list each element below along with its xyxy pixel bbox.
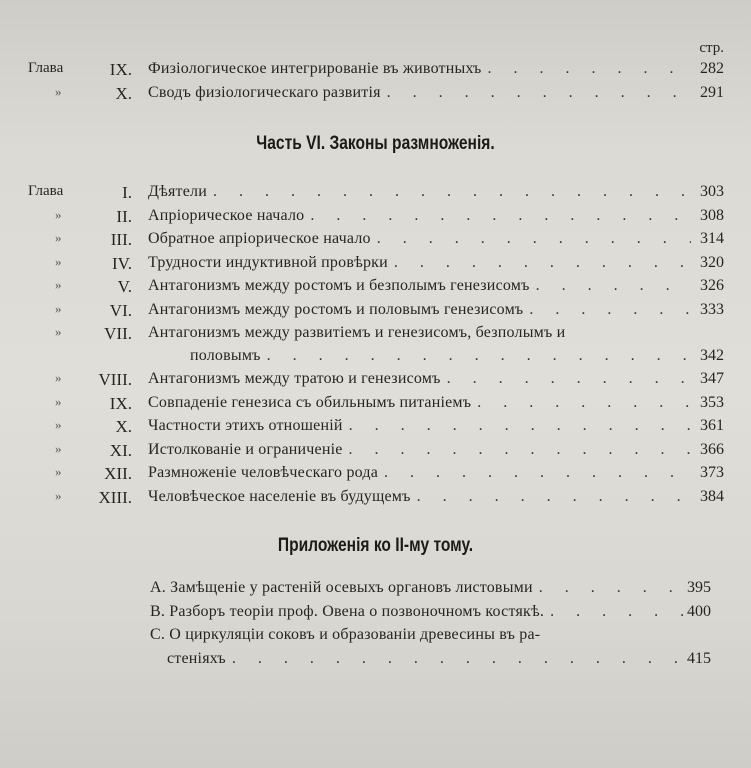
chapter-title (148, 84, 691, 102)
chapter-label: » (55, 487, 62, 503)
toc-entry (0, 60, 751, 82)
page-number: 366 (700, 440, 724, 458)
chapter-label: » (55, 206, 62, 222)
dot-leader (232, 650, 691, 668)
toc-entry (0, 464, 751, 486)
page-number: 395 (687, 579, 711, 596)
chapter-label: » (55, 300, 62, 316)
page-number: 353 (700, 393, 724, 411)
toc-entry (0, 183, 751, 205)
appendix-title-continuation (167, 650, 691, 668)
chapter-number: XI. (109, 440, 132, 460)
chapter-title (148, 230, 691, 248)
chapter-title-text: Обратное апріорическое начало (148, 230, 371, 247)
chapter-title-text: Дѣятели (148, 183, 208, 200)
chapter-title-text: Антагонизмъ между ростомъ и безполымъ генезисомъ (148, 277, 530, 294)
toc-entry (0, 441, 751, 463)
chapter-title-text: Апріорическое начало (148, 206, 305, 224)
dot-leader (529, 301, 691, 319)
appendix-title-text: A. Замѣщеніе у растеній осевыхъ органовъ листовыми (150, 579, 533, 596)
chapter-title-text: Антагонизмъ между тратою и генезисомъ (148, 370, 441, 387)
page-number: 384 (700, 487, 724, 505)
chapter-title (148, 488, 691, 506)
page-number: 415 (687, 649, 711, 667)
appendix-entry-continuation (0, 650, 751, 672)
chapter-number: XII. (104, 464, 132, 483)
continuation-text: стеніяхъ (167, 649, 226, 667)
chapter-title-text: Трудности индуктивной провѣрки (148, 253, 388, 271)
toc-entry (0, 370, 751, 392)
chapter-title (148, 60, 691, 78)
appendix-title (150, 626, 691, 644)
appendix-title (150, 603, 691, 621)
chapter-label: » (55, 324, 62, 339)
page-number: 326 (700, 277, 724, 294)
dot-leader (310, 207, 691, 225)
chapter-label: » (55, 277, 62, 292)
dot-leader (267, 347, 691, 365)
chapter-number: VI. (109, 300, 132, 320)
chapter-title (148, 207, 691, 225)
toc-entry (0, 254, 751, 276)
appendix-heading: Приложенія ко II-му тому. (277, 535, 474, 556)
chapter-number: VIII. (98, 370, 132, 389)
toc-entry (0, 488, 751, 510)
chapter-label: Глава (28, 60, 64, 76)
chapter-label: » (55, 230, 62, 245)
chapter-title-continuation (190, 347, 691, 365)
dot-leader (349, 441, 691, 459)
page-number: 373 (700, 464, 724, 481)
chapter-label: » (55, 253, 62, 269)
dot-leader (377, 230, 691, 248)
chapter-label: » (55, 464, 62, 479)
dot-leader (536, 277, 691, 295)
toc-entry (0, 277, 751, 299)
dot-leader (387, 84, 691, 102)
chapter-title (148, 441, 691, 459)
chapter-number: III. (110, 230, 132, 249)
dot-leader (550, 603, 691, 621)
chapter-title (148, 183, 691, 201)
chapter-number: IX. (109, 60, 132, 79)
chapter-title-text: Размноженіе человѣческаго рода (148, 464, 379, 481)
chapter-title (148, 417, 691, 435)
page-number: 342 (700, 347, 724, 364)
chapter-label: » (55, 83, 62, 99)
toc-entry (0, 207, 751, 229)
chapter-label: Глава (28, 183, 64, 199)
toc-entry (0, 394, 751, 416)
chapter-number: I. (122, 183, 132, 202)
appendix-entry (0, 579, 751, 601)
page-number: 361 (700, 417, 724, 434)
chapter-number: II. (116, 206, 132, 226)
chapter-title (148, 324, 691, 342)
appendix-title-text: B. Разборъ теоріи проф. Овена о позвоночномъ костякѣ. (150, 602, 545, 620)
chapter-title (148, 394, 691, 412)
page-number: 314 (700, 230, 724, 247)
chapter-title-text: Человѣческое населеніе въ будущемъ (148, 487, 411, 505)
dot-leader (213, 183, 691, 201)
chapter-label: » (55, 440, 62, 456)
chapter-number: X. (115, 417, 132, 436)
chapter-number: IV. (112, 253, 132, 273)
toc-entry (0, 230, 751, 252)
page-number: 303 (700, 183, 724, 200)
chapter-title (148, 370, 691, 388)
chapter-number: IX. (109, 393, 132, 413)
page-number: 333 (700, 300, 724, 318)
chapter-title (148, 464, 691, 482)
toc-entry (0, 324, 751, 346)
dot-leader (417, 488, 691, 506)
toc-entry (0, 301, 751, 323)
dot-leader (539, 579, 691, 597)
chapter-title (148, 254, 691, 272)
chapter-title-text: Частности этихъ отношеній (148, 417, 343, 434)
dot-leader (488, 60, 691, 78)
toc-entry (0, 84, 751, 106)
chapter-title-text: Совпаденіе генезиса съ обильнымъ питаніемъ (148, 393, 472, 411)
page-number: 291 (700, 83, 724, 101)
dot-leader (384, 464, 691, 482)
chapter-label: » (55, 393, 62, 409)
chapter-title (148, 277, 691, 295)
dot-leader (447, 370, 691, 388)
chapter-number: X. (115, 83, 132, 103)
dot-leader (477, 394, 691, 412)
chapter-title-text: Истолкованіе и ограниченіе (148, 440, 343, 458)
chapter-title-text: Сводъ физіологическаго развитія (148, 83, 381, 101)
appendix-entry (0, 626, 751, 648)
dot-leader (394, 254, 691, 272)
page-number: 320 (700, 253, 724, 271)
page-number: 308 (700, 206, 724, 224)
continuation-text: половымъ (190, 347, 261, 364)
chapter-title (148, 301, 691, 319)
toc-entry (0, 417, 751, 439)
appendix-title-text: C. О циркуляціи соковъ и образованіи древесины въ ра- (150, 626, 541, 643)
chapter-title-text: Антагонизмъ между развитіемъ и генезисомъ, безполымъ и (148, 324, 566, 341)
appendix-title (150, 579, 691, 597)
chapter-number: XIII. (98, 487, 132, 507)
chapter-title-text: Физіологическое интегрированіе въ животныхъ (148, 60, 482, 77)
toc-entry-continuation (0, 347, 751, 369)
page-header-str: стр. (699, 40, 724, 56)
page-number: 347 (700, 370, 724, 387)
chapter-number: V. (117, 277, 132, 296)
chapter-title-text: Антагонизмъ между ростомъ и половымъ генезисомъ (148, 300, 524, 318)
appendix-entry (0, 603, 751, 625)
chapter-label: » (55, 370, 62, 385)
dot-leader (349, 417, 691, 435)
chapter-label: » (55, 417, 62, 432)
page-number: 400 (687, 602, 711, 620)
chapter-number: VII. (104, 324, 132, 343)
page-number: 282 (700, 60, 724, 77)
part-heading: Часть VI. Законы размноженія. (256, 133, 495, 154)
